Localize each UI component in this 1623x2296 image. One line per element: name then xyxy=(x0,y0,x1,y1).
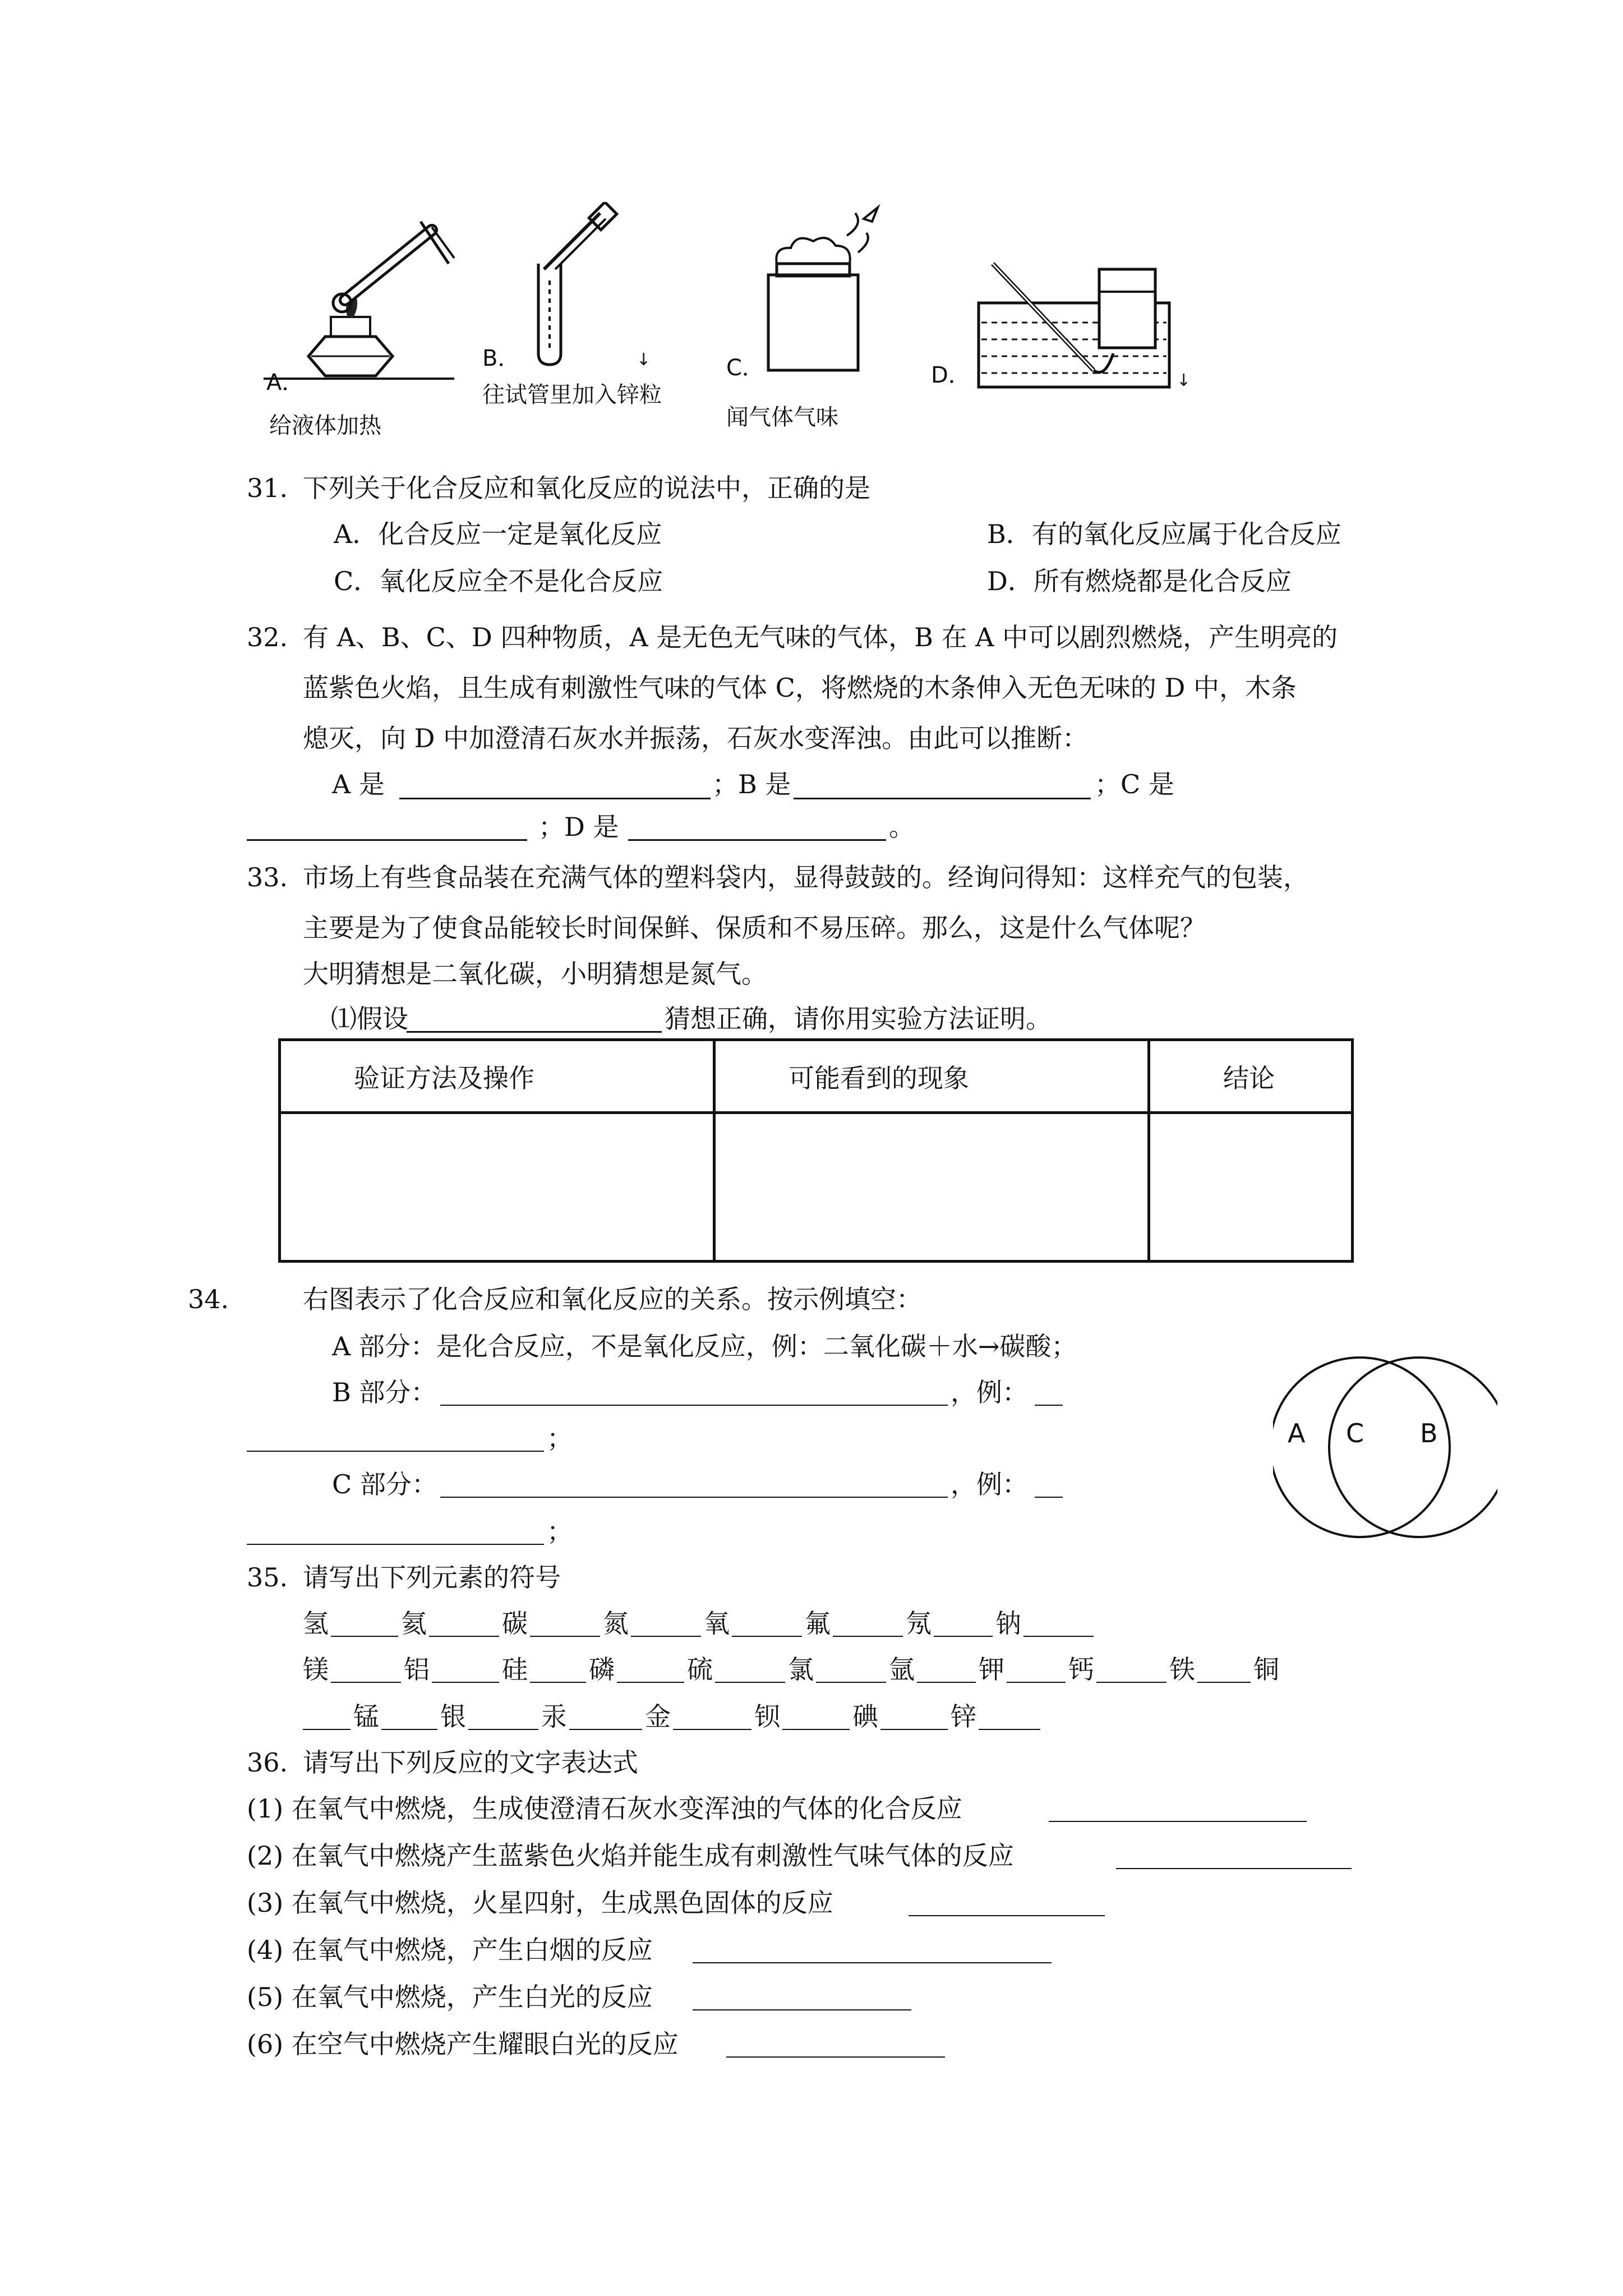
q36-item-5: (5) 在氧气中燃烧，产生白光的反应 xyxy=(247,1982,653,2012)
element-i-blank[interactable] xyxy=(880,1704,948,1730)
element-na: 钠 xyxy=(995,1608,1021,1639)
table-header-conclusion: 结论 xyxy=(1149,1040,1353,1113)
element-mg: 镁 xyxy=(303,1654,329,1685)
element-k-blank[interactable] xyxy=(1007,1657,1066,1683)
q36-item-4-blank[interactable] xyxy=(693,1938,1052,1963)
q32-answer-b-blank[interactable] xyxy=(794,773,1091,799)
q31-option-b: B．有的氧化反应属于化合反应 xyxy=(987,519,1341,549)
q36-item-2-blank[interactable] xyxy=(1116,1843,1352,1869)
element-si-blank[interactable] xyxy=(530,1657,586,1683)
q36-item-6-blank[interactable] xyxy=(726,2032,945,2058)
element-mn: 锰 xyxy=(353,1701,379,1732)
element-i: 碘 xyxy=(852,1701,878,1732)
element-na-blank[interactable] xyxy=(1023,1611,1094,1637)
element-al-blank[interactable] xyxy=(432,1657,499,1683)
element-s-blank[interactable] xyxy=(715,1657,785,1683)
q36-stem: 请写出下列反应的文字表达式 xyxy=(303,1747,638,1778)
element-cu-blank[interactable] xyxy=(303,1704,351,1730)
q32-answer-a-blank[interactable] xyxy=(399,773,711,799)
q32-number: 32. xyxy=(247,622,288,652)
element-c: 碳 xyxy=(502,1608,528,1639)
q34-part-b-example-blank-2[interactable] xyxy=(247,1426,544,1452)
element-hg-blank[interactable] xyxy=(569,1704,642,1730)
q32-line-2: 蓝紫色火焰，且生成有刺激性气味的气体 C，将燃烧的木条伸入无色无味的 D 中，木条 xyxy=(303,673,1297,703)
venn-diagram xyxy=(1273,1352,1497,1548)
q36-item-2: (2) 在氧气中燃烧产生蓝紫色火焰并能生成有刺激性气味气体的反应 xyxy=(247,1841,1014,1871)
q32-answer-d-label: ；D 是 xyxy=(538,812,619,842)
q36-item-1-blank[interactable] xyxy=(1049,1796,1307,1822)
q32-answer-b-label: ；B 是 xyxy=(712,769,791,799)
element-ag-blank[interactable] xyxy=(468,1704,538,1730)
element-hg: 汞 xyxy=(541,1701,567,1732)
q33-hypothesis-blank[interactable] xyxy=(407,1006,662,1033)
element-f: 氟 xyxy=(805,1608,831,1639)
q34-part-c-semicolon: ； xyxy=(547,1516,573,1547)
q34-part-c-blank[interactable] xyxy=(440,1472,948,1498)
q36-item-3-blank[interactable] xyxy=(909,1890,1105,1916)
q31-option-c: C．氧化反应全不是化合反应 xyxy=(334,566,663,596)
q33-line-1: 市场上有些食品装在充满气体的塑料袋内，显得鼓鼓的。经询问得知：这样充气的包装， xyxy=(303,862,1309,892)
element-n-blank[interactable] xyxy=(631,1611,701,1637)
element-mn-blank[interactable] xyxy=(381,1704,437,1730)
element-n: 氮 xyxy=(603,1608,629,1639)
q36-item-5-blank[interactable] xyxy=(693,1985,911,2010)
venn-label-b: B xyxy=(1420,1418,1438,1448)
q36-item-1: (1) 在氧气中燃烧，生成使澄清石灰水变浑浊的气体的化合反应 xyxy=(247,1793,962,1824)
element-mg-blank[interactable] xyxy=(331,1657,401,1683)
q34-part-b-label: B 部分： xyxy=(332,1377,437,1407)
figure-c-gas-jar xyxy=(751,202,897,381)
q31-option-d: D．所有燃烧都是化合反应 xyxy=(987,566,1292,596)
q34-part-b-semicolon: ； xyxy=(547,1423,573,1453)
q34-part-a: A 部分：是化合反应，不是氧化反应，例：二氧化碳＋水→碳酸； xyxy=(332,1331,1077,1361)
figure-b-letter: B． xyxy=(482,346,520,371)
q36-item-4: (4) 在氧气中燃烧，产生白烟的反应 xyxy=(247,1935,653,1965)
element-au-blank[interactable] xyxy=(673,1704,751,1730)
element-c-blank[interactable] xyxy=(530,1611,600,1637)
element-f-blank[interactable] xyxy=(833,1611,903,1637)
q32-answer-d-blank[interactable] xyxy=(628,815,886,841)
q34-number: 34. xyxy=(188,1284,229,1314)
paragraph-mark-d: ↓ xyxy=(1177,371,1191,390)
element-fe: 铁 xyxy=(1169,1654,1195,1685)
paragraph-mark: ↓ xyxy=(637,350,651,370)
q34-part-b-blank[interactable] xyxy=(440,1380,948,1406)
q32-answer-a-label: A 是 xyxy=(332,769,385,799)
q33-line-3: 大明猜想是二氧化碳，小明猜想是氮气。 xyxy=(303,959,767,989)
venn-label-c: C xyxy=(1346,1418,1364,1448)
element-cl: 氯 xyxy=(788,1654,814,1685)
element-o: 氧 xyxy=(704,1608,730,1639)
table-header-phenomenon: 可能看到的现象 xyxy=(714,1040,1149,1113)
q32-line-3: 熄灭，向 D 中加澄清石灰水并振荡，石灰水变浑浊。由此可以推断： xyxy=(303,723,1089,753)
q34-part-b-example-blank[interactable] xyxy=(1035,1380,1063,1406)
table-cell-conclusion[interactable] xyxy=(1149,1113,1353,1262)
q35-stem: 请写出下列元素的符号 xyxy=(303,1562,561,1593)
q34-part-c-example: ，例： xyxy=(951,1469,1028,1499)
figure-c-letter: C． xyxy=(726,355,764,381)
q32-line-1: 有 A、B、C、D 四种物质，A 是无色无气味的气体，B 在 A 中可以剧烈燃烧，产生明亮的 xyxy=(303,622,1338,652)
element-k: 钾 xyxy=(979,1654,1004,1685)
element-ca-blank[interactable] xyxy=(1096,1657,1166,1683)
element-p: 磷 xyxy=(589,1654,615,1685)
q34-part-b-example: ，例： xyxy=(951,1377,1028,1407)
q33-hypothesis-suffix: 猜想正确，请你用实验方法证明。 xyxy=(665,1004,1052,1034)
q33-line-2: 主要是为了使食品能较长时间保鲜、保质和不易压碎。那么，这是什么气体呢？ xyxy=(303,913,1206,943)
table-cell-phenomenon[interactable] xyxy=(714,1113,1149,1262)
element-cu: 铜 xyxy=(1253,1654,1279,1685)
element-o-blank[interactable] xyxy=(732,1611,802,1637)
table-header-method: 验证方法及操作 xyxy=(280,1040,714,1113)
element-zn-blank[interactable] xyxy=(979,1704,1040,1730)
element-ar: 氩 xyxy=(889,1654,915,1685)
q36-item-6: (6) 在空气中燃烧产生耀眼白光的反应 xyxy=(247,2029,679,2059)
q32-answer-c-blank[interactable] xyxy=(247,815,527,841)
figure-c-caption: 闻气体气味 xyxy=(726,404,838,430)
element-he: 氦 xyxy=(401,1608,427,1639)
figure-d-letter: D． xyxy=(931,362,971,388)
q31-stem: 下列关于化合反应和氧化反应的说法中，正确的是 xyxy=(303,473,870,503)
q33-number: 33. xyxy=(247,862,288,892)
element-cl-blank[interactable] xyxy=(816,1657,886,1683)
figure-a-caption: 给液体加热 xyxy=(269,413,381,439)
figure-a-letter: A． xyxy=(266,370,305,395)
element-p-blank[interactable] xyxy=(617,1657,684,1683)
element-ne: 氖 xyxy=(906,1608,932,1639)
figure-b-caption: 往试管里加入锌粒 xyxy=(482,382,662,408)
element-ar-blank[interactable] xyxy=(917,1657,976,1683)
element-s: 硫 xyxy=(687,1654,713,1685)
element-he-blank[interactable] xyxy=(429,1611,499,1637)
element-ne-blank[interactable] xyxy=(934,1611,993,1637)
q32-end: 。 xyxy=(889,812,915,842)
element-ag: 银 xyxy=(440,1701,466,1732)
element-si: 硅 xyxy=(502,1654,528,1685)
q33-hypothesis-prefix: ⑴假设 xyxy=(331,1004,408,1034)
q36-number: 36. xyxy=(247,1747,288,1778)
experiment-table xyxy=(278,1038,1354,1263)
q34-stem: 右图表示了化合反应和氧化反应的关系。按示例填空： xyxy=(303,1284,922,1314)
figure-b-test-tube xyxy=(522,202,634,370)
element-ba: 钡 xyxy=(754,1701,780,1732)
element-ca: 钙 xyxy=(1068,1654,1094,1685)
element-al: 铝 xyxy=(404,1654,430,1685)
table-cell-method[interactable] xyxy=(280,1113,714,1262)
q34-part-c-example-blank[interactable] xyxy=(1035,1472,1063,1498)
element-h-blank[interactable] xyxy=(331,1611,398,1637)
figure-d-water-trough xyxy=(976,258,1178,393)
element-fe-blank[interactable] xyxy=(1197,1657,1251,1683)
element-h: 氢 xyxy=(303,1608,329,1639)
venn-label-a: A xyxy=(1288,1418,1306,1448)
q34-part-c-example-blank-2[interactable] xyxy=(247,1519,544,1545)
q32-answer-c-label: ；C 是 xyxy=(1095,769,1174,799)
element-au: 金 xyxy=(645,1701,671,1732)
q34-part-c-label: C 部分： xyxy=(332,1469,437,1499)
q31-option-a: A．化合反应一定是氧化反应 xyxy=(334,519,662,549)
q36-item-3: (3) 在氧气中燃烧，火星四射，生成黑色固体的反应 xyxy=(247,1888,833,1918)
q31-number: 31. xyxy=(247,473,288,503)
element-zn: 锌 xyxy=(951,1701,976,1732)
q35-number: 35. xyxy=(247,1562,288,1593)
element-ba-blank[interactable] xyxy=(782,1704,850,1730)
